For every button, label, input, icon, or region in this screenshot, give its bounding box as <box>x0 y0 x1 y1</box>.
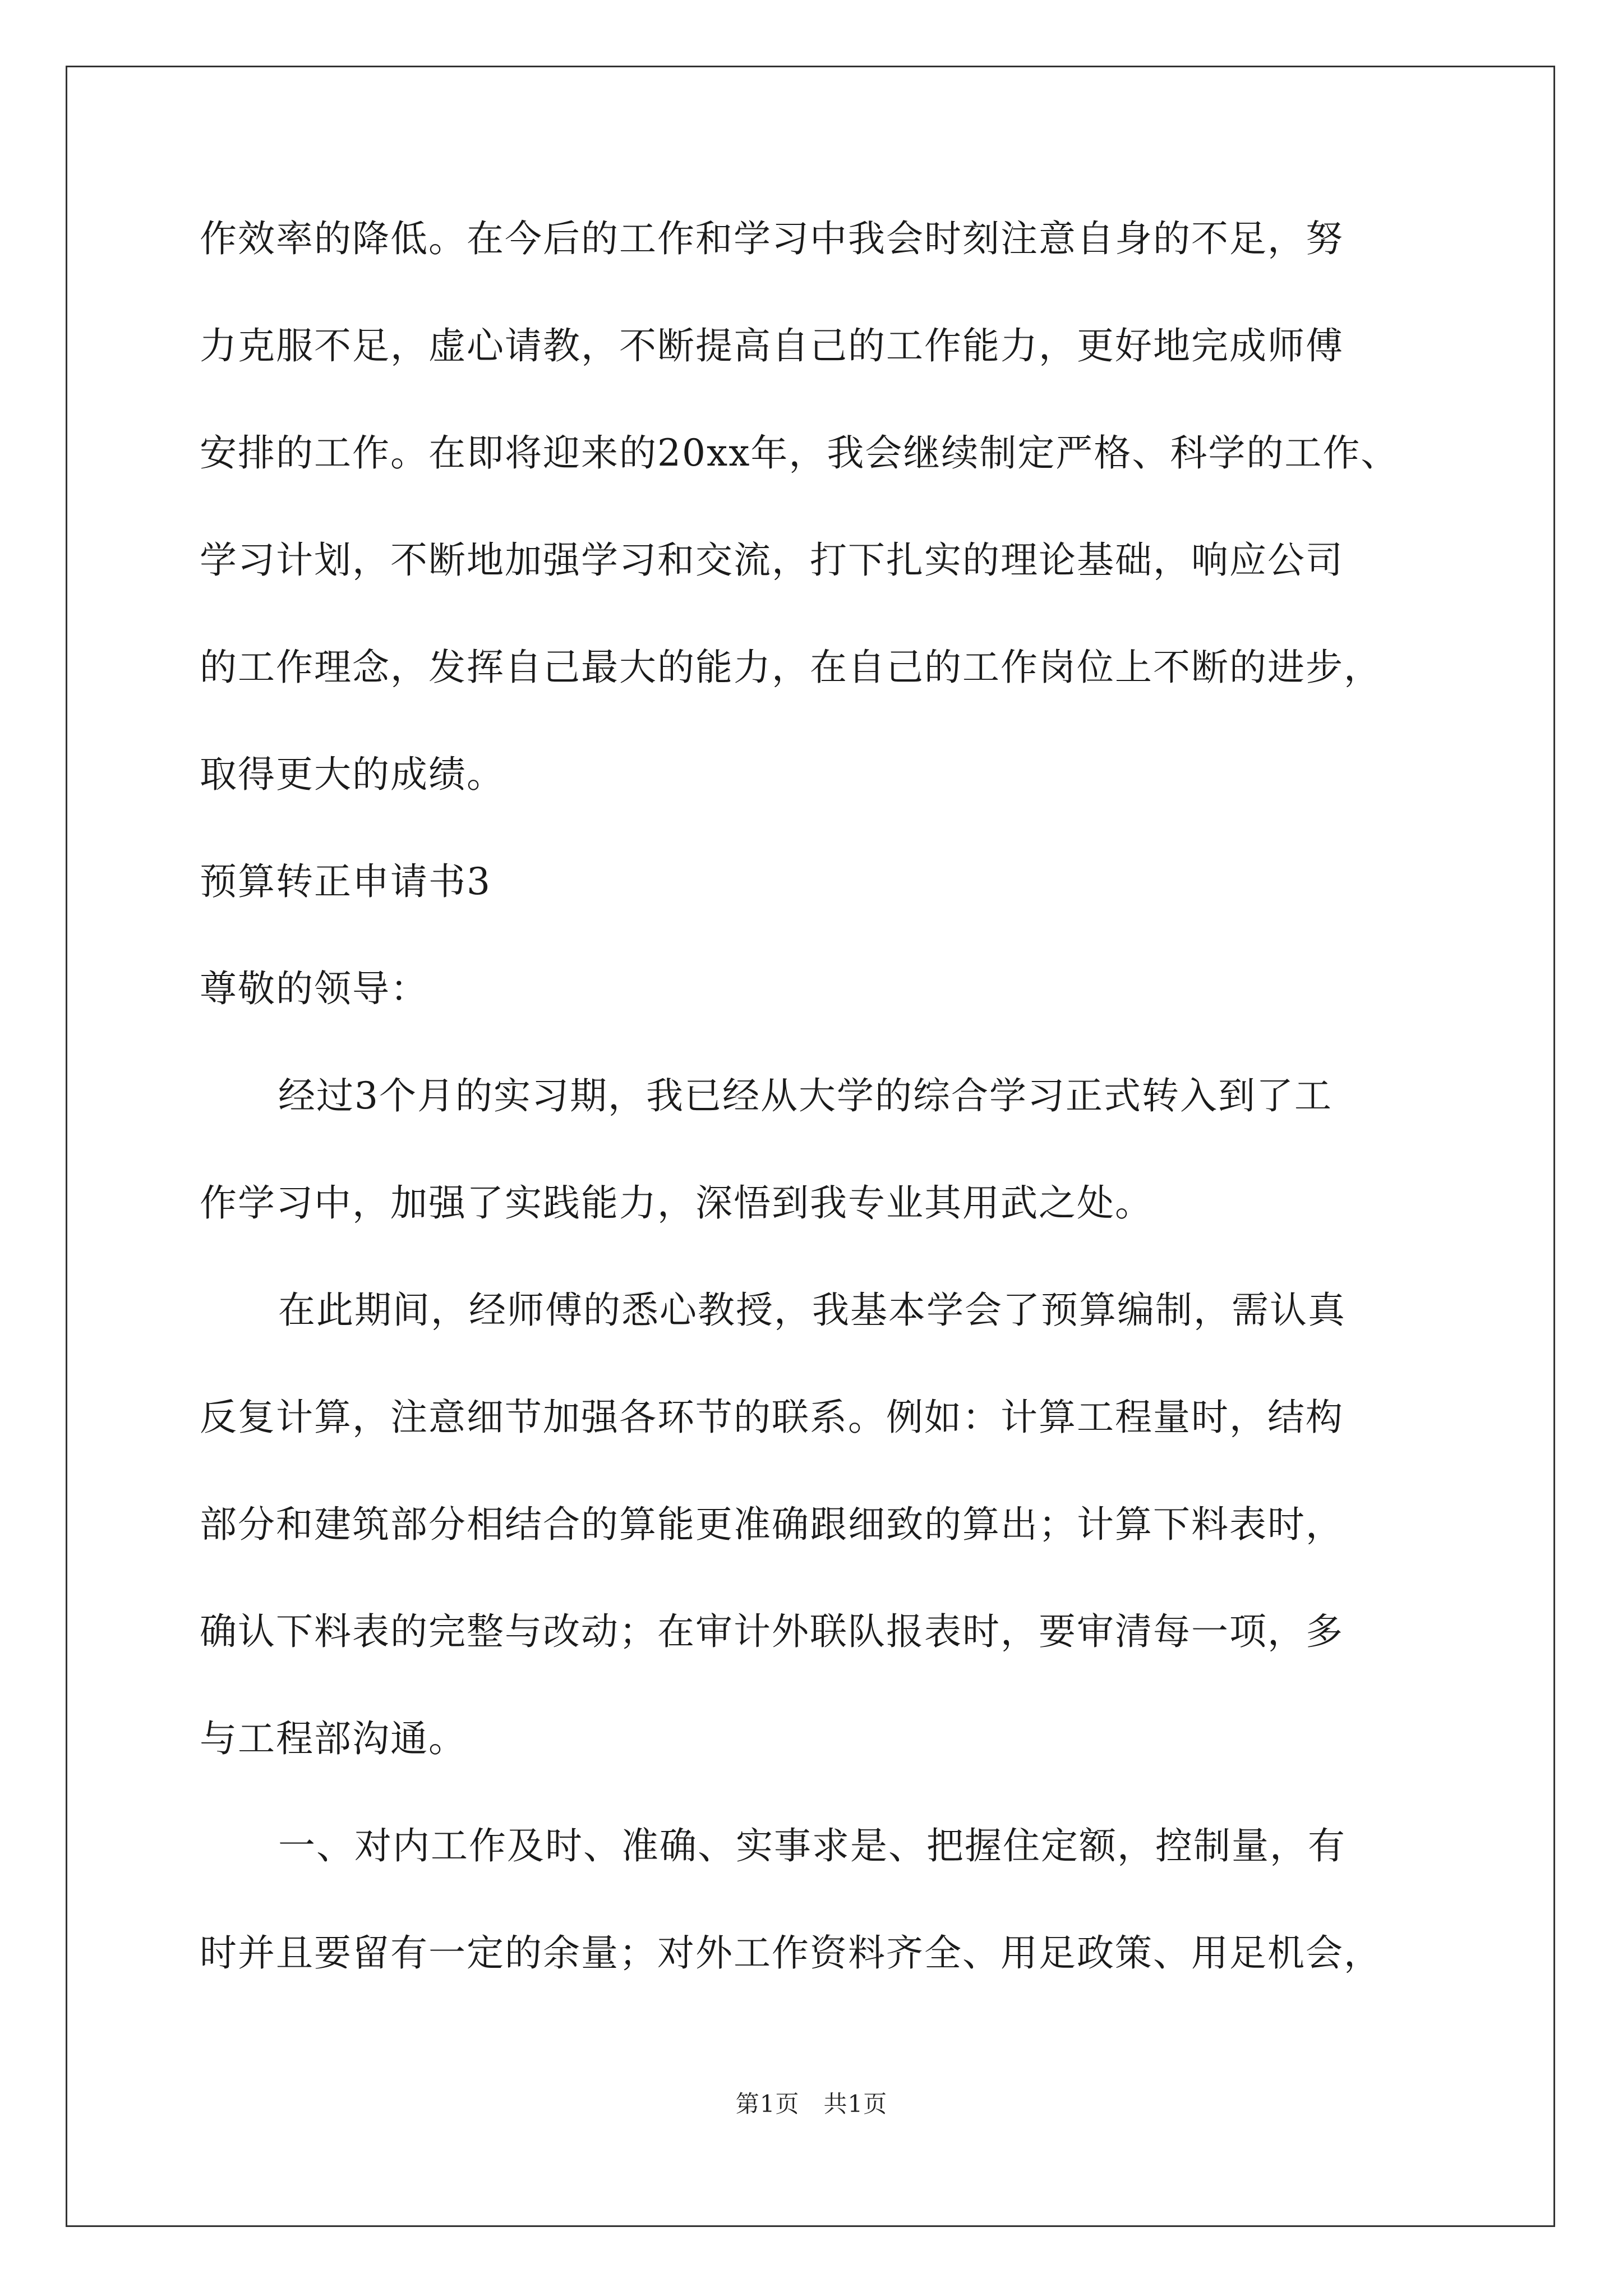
body-line: 安排的工作。在即将迎来的20xx年，我会继续制定严格、科学的工作、 <box>200 431 1399 475</box>
section-title: 预算转正申请书3 <box>200 860 491 903</box>
body-line: 取得更大的成绩。 <box>200 753 505 796</box>
salutation: 尊敬的领导： <box>200 967 428 1010</box>
document-body <box>200 185 1461 2007</box>
body-line: 反复计算，注意细节加强各环节的联系。例如：计算工程量时，结构 <box>200 1396 1344 1439</box>
body-line: 时并且要留有一定的余量；对外工作资料齐全、用足政策、用足机会， <box>200 1931 1382 1975</box>
body-line: 确认下料表的完整与改动；在审计外联队报表时，要审清每一项，多 <box>200 1610 1344 1653</box>
body-line: 作效率的降低。在今后的工作和学习中我会时刻注意自身的不足，努 <box>200 217 1344 260</box>
body-line: 部分和建筑部分相结合的算能更准确跟细致的算出；计算下料表时， <box>200 1503 1344 1546</box>
body-line: 的工作理念，发挥自己最大的能力，在自己的工作岗位上不断的进步， <box>200 646 1382 689</box>
body-line: 与工程部沟通。 <box>200 1717 467 1760</box>
body-line: 力克服不足，虚心请教，不断提高自己的工作能力，更好地完成师傅 <box>200 324 1344 367</box>
body-line: 经过3个月的实习期，我已经从大学的综合学习正式转入到了工 <box>278 1074 1332 1117</box>
page-number-footer: 第1页 共1页 <box>735 2090 888 2118</box>
body-line: 在此期间，经师傅的悉心教授，我基本学会了预算编制，需认真 <box>278 1289 1346 1332</box>
body-line: 作学习中，加强了实践能力，深悟到我专业其用武之处。 <box>200 1181 1153 1225</box>
body-line: 一、对内工作及时、准确、实事求是、把握住定额，控制量，有 <box>278 1824 1346 1867</box>
body-line: 学习计划，不断地加强学习和交流，打下扎实的理论基础，响应公司 <box>200 539 1344 582</box>
